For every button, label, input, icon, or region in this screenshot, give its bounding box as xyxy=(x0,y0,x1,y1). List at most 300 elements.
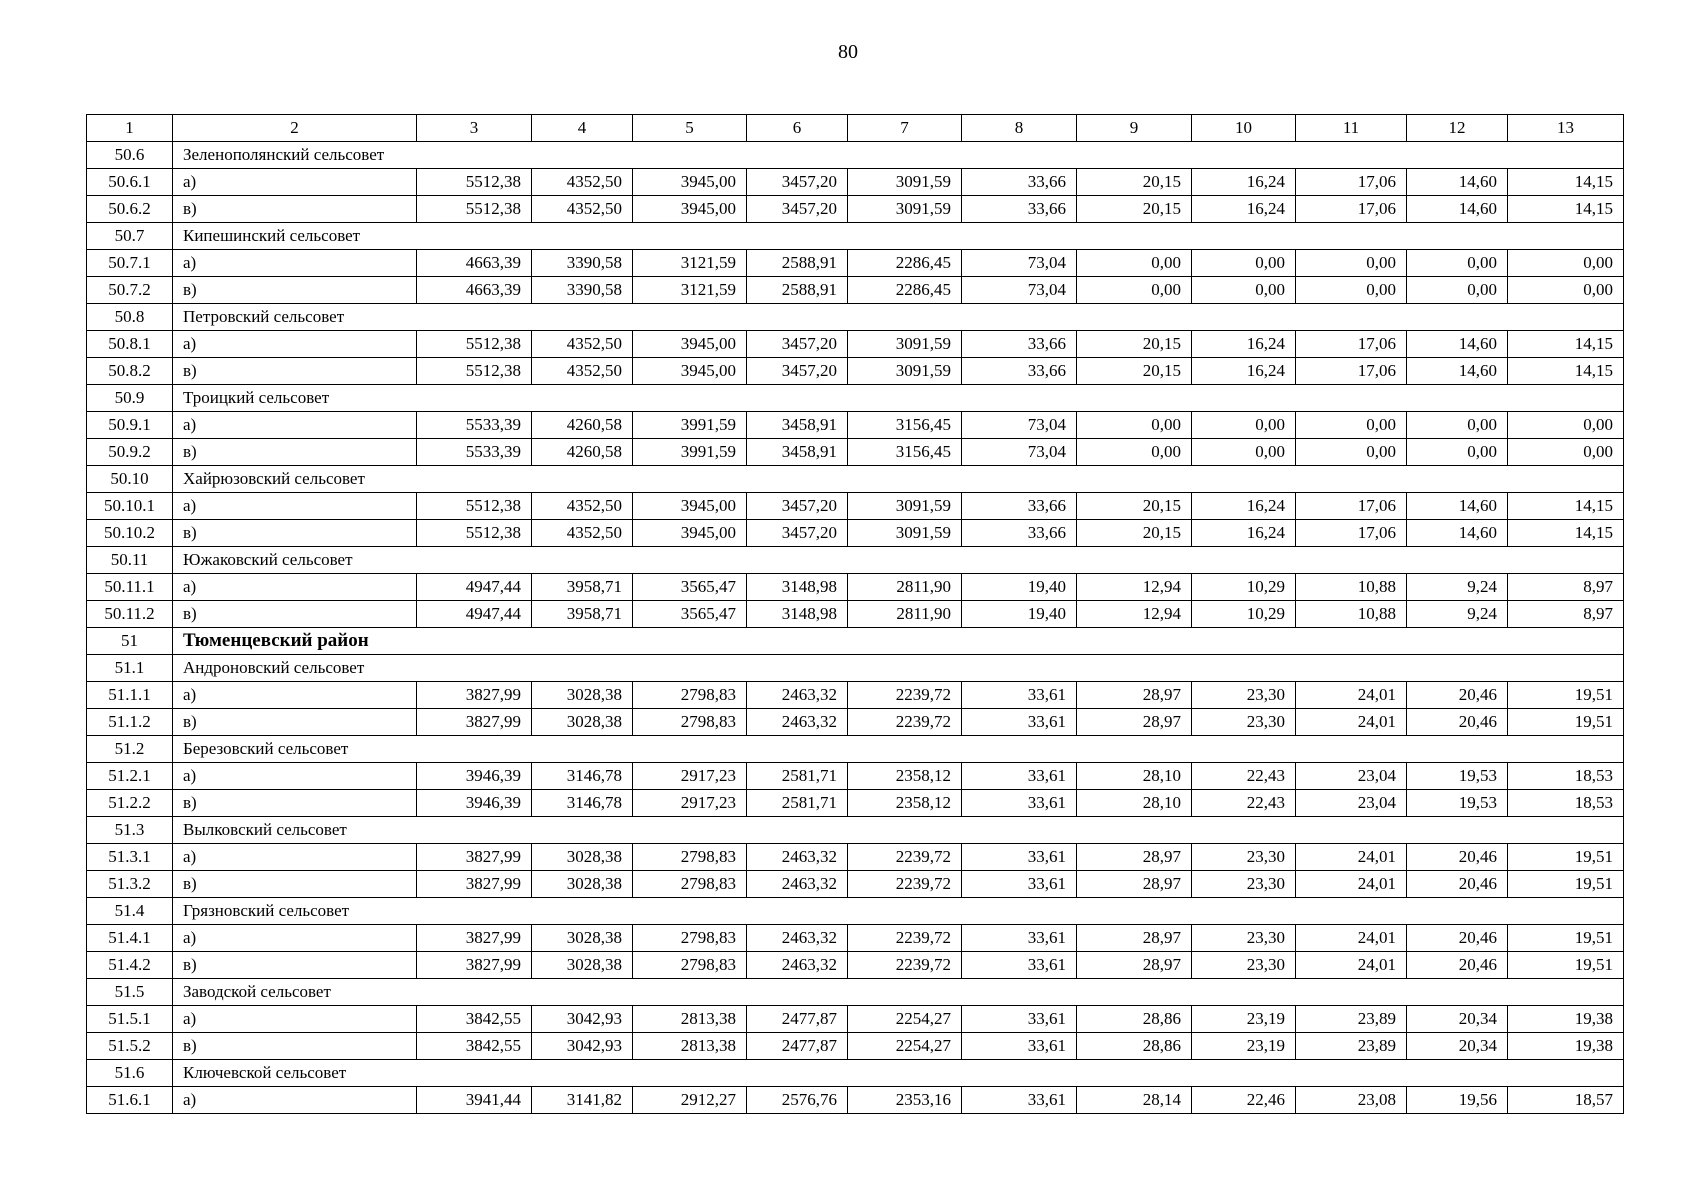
value-cell: 2811,90 xyxy=(848,601,962,628)
row-code: 50.9.1 xyxy=(87,412,173,439)
value-cell: 2477,87 xyxy=(747,1006,848,1033)
value-cell: 23,30 xyxy=(1192,925,1296,952)
value-cell: 3827,99 xyxy=(417,871,532,898)
table-row xyxy=(87,358,1624,385)
row-code: 51.1.1 xyxy=(87,682,173,709)
value-cell: 33,66 xyxy=(962,331,1077,358)
value-cell: 14,60 xyxy=(1407,196,1508,223)
value-cell: 3091,59 xyxy=(848,196,962,223)
value-cell: 3457,20 xyxy=(747,358,848,385)
value-cell: 2917,23 xyxy=(633,763,747,790)
row-label: а) xyxy=(173,250,417,277)
value-cell: 16,24 xyxy=(1192,331,1296,358)
group-row xyxy=(87,898,1624,925)
table-row xyxy=(87,682,1624,709)
row-label: а) xyxy=(173,844,417,871)
value-cell: 23,19 xyxy=(1192,1006,1296,1033)
value-cell: 3028,38 xyxy=(532,925,633,952)
group-name: Петровский сельсовет xyxy=(173,304,1624,331)
table-row xyxy=(87,1006,1624,1033)
value-cell: 23,30 xyxy=(1192,844,1296,871)
row-code: 50.11.1 xyxy=(87,574,173,601)
value-cell: 0,00 xyxy=(1508,277,1624,304)
group-name: Андроновский сельсовет xyxy=(173,655,1624,682)
district-row xyxy=(87,628,1624,655)
value-cell: 3827,99 xyxy=(417,709,532,736)
table-row xyxy=(87,169,1624,196)
value-cell: 10,29 xyxy=(1192,601,1296,628)
value-cell: 3842,55 xyxy=(417,1006,532,1033)
value-cell: 22,46 xyxy=(1192,1087,1296,1114)
value-cell: 28,97 xyxy=(1077,682,1192,709)
value-cell: 0,00 xyxy=(1296,412,1407,439)
value-cell: 28,14 xyxy=(1077,1087,1192,1114)
value-cell: 33,61 xyxy=(962,1087,1077,1114)
value-cell: 3457,20 xyxy=(747,196,848,223)
row-code: 50.6.2 xyxy=(87,196,173,223)
group-name: Заводской сельсовет xyxy=(173,979,1624,1006)
value-cell: 0,00 xyxy=(1192,277,1296,304)
value-cell: 2463,32 xyxy=(747,682,848,709)
value-cell: 2239,72 xyxy=(848,709,962,736)
value-cell: 3156,45 xyxy=(848,412,962,439)
group-name: Хайрюзовский сельсовет xyxy=(173,466,1624,493)
value-cell: 33,66 xyxy=(962,196,1077,223)
value-cell: 14,15 xyxy=(1508,196,1624,223)
value-cell: 33,66 xyxy=(962,169,1077,196)
row-code: 51.3.1 xyxy=(87,844,173,871)
value-cell: 0,00 xyxy=(1077,439,1192,466)
value-cell: 2239,72 xyxy=(848,871,962,898)
value-cell: 22,43 xyxy=(1192,763,1296,790)
value-cell: 0,00 xyxy=(1296,250,1407,277)
column-header: 6 xyxy=(747,115,848,142)
value-cell: 17,06 xyxy=(1296,358,1407,385)
value-cell: 20,15 xyxy=(1077,331,1192,358)
value-cell: 5533,39 xyxy=(417,439,532,466)
value-cell: 3148,98 xyxy=(747,574,848,601)
value-cell: 4352,50 xyxy=(532,331,633,358)
value-cell: 23,89 xyxy=(1296,1006,1407,1033)
table-row xyxy=(87,709,1624,736)
value-cell: 2798,83 xyxy=(633,871,747,898)
value-cell: 20,15 xyxy=(1077,169,1192,196)
value-cell: 28,97 xyxy=(1077,709,1192,736)
row-code: 51.4.2 xyxy=(87,952,173,979)
value-cell: 24,01 xyxy=(1296,925,1407,952)
value-cell: 10,29 xyxy=(1192,574,1296,601)
value-cell: 2358,12 xyxy=(848,790,962,817)
value-cell: 23,30 xyxy=(1192,871,1296,898)
table-body xyxy=(87,115,1624,1114)
column-header: 2 xyxy=(173,115,417,142)
group-name: Троицкий сельсовет xyxy=(173,385,1624,412)
value-cell: 3958,71 xyxy=(532,574,633,601)
value-cell: 18,57 xyxy=(1508,1087,1624,1114)
value-cell: 2286,45 xyxy=(848,250,962,277)
value-cell: 2463,32 xyxy=(747,952,848,979)
row-code: 51.5 xyxy=(87,979,173,1006)
value-cell: 3958,71 xyxy=(532,601,633,628)
row-code: 51.2.2 xyxy=(87,790,173,817)
group-row xyxy=(87,736,1624,763)
value-cell: 20,15 xyxy=(1077,520,1192,547)
value-cell: 9,24 xyxy=(1407,574,1508,601)
group-row xyxy=(87,817,1624,844)
value-cell: 18,53 xyxy=(1508,790,1624,817)
value-cell: 33,66 xyxy=(962,493,1077,520)
value-cell: 2588,91 xyxy=(747,250,848,277)
value-cell: 20,46 xyxy=(1407,952,1508,979)
value-cell: 73,04 xyxy=(962,439,1077,466)
table-row xyxy=(87,277,1624,304)
value-cell: 3457,20 xyxy=(747,331,848,358)
group-row xyxy=(87,223,1624,250)
value-cell: 3141,82 xyxy=(532,1087,633,1114)
row-code: 50.8.2 xyxy=(87,358,173,385)
group-row xyxy=(87,655,1624,682)
value-cell: 3827,99 xyxy=(417,844,532,871)
value-cell: 14,60 xyxy=(1407,331,1508,358)
value-cell: 3457,20 xyxy=(747,493,848,520)
value-cell: 19,51 xyxy=(1508,844,1624,871)
value-cell: 23,89 xyxy=(1296,1033,1407,1060)
row-code: 50.9.2 xyxy=(87,439,173,466)
table-row xyxy=(87,574,1624,601)
value-cell: 22,43 xyxy=(1192,790,1296,817)
value-cell: 17,06 xyxy=(1296,493,1407,520)
value-cell: 0,00 xyxy=(1508,439,1624,466)
column-header: 1 xyxy=(87,115,173,142)
value-cell: 4260,58 xyxy=(532,439,633,466)
value-cell: 20,46 xyxy=(1407,709,1508,736)
value-cell: 0,00 xyxy=(1407,250,1508,277)
row-code: 50.8.1 xyxy=(87,331,173,358)
row-label: в) xyxy=(173,790,417,817)
value-cell: 2581,71 xyxy=(747,790,848,817)
value-cell: 19,40 xyxy=(962,601,1077,628)
value-cell: 3458,91 xyxy=(747,412,848,439)
value-cell: 0,00 xyxy=(1296,439,1407,466)
value-cell: 17,06 xyxy=(1296,520,1407,547)
row-label: в) xyxy=(173,1033,417,1060)
value-cell: 20,46 xyxy=(1407,925,1508,952)
value-cell: 3458,91 xyxy=(747,439,848,466)
row-label: а) xyxy=(173,331,417,358)
row-code: 50.7.2 xyxy=(87,277,173,304)
table-row xyxy=(87,601,1624,628)
value-cell: 4352,50 xyxy=(532,520,633,547)
value-cell: 33,66 xyxy=(962,520,1077,547)
row-code: 51.3.2 xyxy=(87,871,173,898)
value-cell: 20,46 xyxy=(1407,844,1508,871)
row-code: 51.4 xyxy=(87,898,173,925)
row-label: в) xyxy=(173,196,417,223)
row-label: а) xyxy=(173,1087,417,1114)
value-cell: 23,04 xyxy=(1296,790,1407,817)
value-cell: 14,15 xyxy=(1508,169,1624,196)
value-cell: 3091,59 xyxy=(848,493,962,520)
value-cell: 28,86 xyxy=(1077,1033,1192,1060)
value-cell: 2798,83 xyxy=(633,682,747,709)
table-row xyxy=(87,196,1624,223)
value-cell: 3091,59 xyxy=(848,358,962,385)
value-cell: 8,97 xyxy=(1508,574,1624,601)
value-cell: 23,30 xyxy=(1192,952,1296,979)
value-cell: 2254,27 xyxy=(848,1033,962,1060)
value-cell: 28,97 xyxy=(1077,844,1192,871)
value-cell: 20,46 xyxy=(1407,682,1508,709)
table-row xyxy=(87,1087,1624,1114)
value-cell: 33,66 xyxy=(962,358,1077,385)
value-cell: 14,15 xyxy=(1508,493,1624,520)
row-code: 51.6 xyxy=(87,1060,173,1087)
value-cell: 23,30 xyxy=(1192,709,1296,736)
value-cell: 73,04 xyxy=(962,412,1077,439)
value-cell: 3946,39 xyxy=(417,790,532,817)
row-code: 50.7 xyxy=(87,223,173,250)
column-header: 9 xyxy=(1077,115,1192,142)
row-label: в) xyxy=(173,277,417,304)
value-cell: 14,15 xyxy=(1508,358,1624,385)
value-cell: 14,60 xyxy=(1407,169,1508,196)
value-cell: 2811,90 xyxy=(848,574,962,601)
table-row xyxy=(87,439,1624,466)
tariff-table xyxy=(86,114,1624,1114)
page-number: 80 xyxy=(838,41,858,63)
value-cell: 0,00 xyxy=(1077,277,1192,304)
table-row xyxy=(87,952,1624,979)
value-cell: 14,15 xyxy=(1508,520,1624,547)
row-code: 51.5.2 xyxy=(87,1033,173,1060)
row-label: в) xyxy=(173,439,417,466)
value-cell: 3827,99 xyxy=(417,682,532,709)
value-cell: 3945,00 xyxy=(633,169,747,196)
value-cell: 20,34 xyxy=(1407,1006,1508,1033)
value-cell: 2912,27 xyxy=(633,1087,747,1114)
value-cell: 2254,27 xyxy=(848,1006,962,1033)
row-code: 50.6.1 xyxy=(87,169,173,196)
value-cell: 12,94 xyxy=(1077,574,1192,601)
table-row xyxy=(87,790,1624,817)
value-cell: 20,15 xyxy=(1077,493,1192,520)
value-cell: 3945,00 xyxy=(633,493,747,520)
value-cell: 33,61 xyxy=(962,1033,1077,1060)
value-cell: 33,61 xyxy=(962,1006,1077,1033)
row-code: 50.8 xyxy=(87,304,173,331)
row-label: в) xyxy=(173,709,417,736)
column-header: 10 xyxy=(1192,115,1296,142)
value-cell: 2463,32 xyxy=(747,844,848,871)
value-cell: 23,30 xyxy=(1192,682,1296,709)
value-cell: 19,51 xyxy=(1508,709,1624,736)
value-cell: 3146,78 xyxy=(532,790,633,817)
row-label: а) xyxy=(173,574,417,601)
value-cell: 4352,50 xyxy=(532,196,633,223)
value-cell: 28,10 xyxy=(1077,790,1192,817)
value-cell: 3827,99 xyxy=(417,925,532,952)
row-label: в) xyxy=(173,358,417,385)
value-cell: 2798,83 xyxy=(633,844,747,871)
value-cell: 9,24 xyxy=(1407,601,1508,628)
value-cell: 3091,59 xyxy=(848,331,962,358)
value-cell: 3827,99 xyxy=(417,952,532,979)
value-cell: 3390,58 xyxy=(532,250,633,277)
value-cell: 0,00 xyxy=(1192,412,1296,439)
group-name: Зеленополянский сельсовет xyxy=(173,142,1624,169)
row-label: а) xyxy=(173,169,417,196)
value-cell: 20,15 xyxy=(1077,196,1192,223)
value-cell: 10,88 xyxy=(1296,574,1407,601)
group-name: Вылковский сельсовет xyxy=(173,817,1624,844)
value-cell: 28,86 xyxy=(1077,1006,1192,1033)
value-cell: 73,04 xyxy=(962,277,1077,304)
value-cell: 3121,59 xyxy=(633,277,747,304)
row-code: 51.1.2 xyxy=(87,709,173,736)
value-cell: 2813,38 xyxy=(633,1006,747,1033)
column-header: 12 xyxy=(1407,115,1508,142)
value-cell: 0,00 xyxy=(1192,439,1296,466)
row-code: 50.11.2 xyxy=(87,601,173,628)
value-cell: 3991,59 xyxy=(633,412,747,439)
group-row xyxy=(87,547,1624,574)
value-cell: 19,38 xyxy=(1508,1033,1624,1060)
value-cell: 18,53 xyxy=(1508,763,1624,790)
value-cell: 2798,83 xyxy=(633,952,747,979)
value-cell: 19,51 xyxy=(1508,925,1624,952)
group-name: Ключевской сельсовет xyxy=(173,1060,1624,1087)
row-label: а) xyxy=(173,412,417,439)
value-cell: 0,00 xyxy=(1407,412,1508,439)
value-cell: 24,01 xyxy=(1296,871,1407,898)
value-cell: 2917,23 xyxy=(633,790,747,817)
table-row xyxy=(87,412,1624,439)
group-row xyxy=(87,1060,1624,1087)
table-row xyxy=(87,493,1624,520)
value-cell: 24,01 xyxy=(1296,709,1407,736)
group-row xyxy=(87,385,1624,412)
value-cell: 33,61 xyxy=(962,844,1077,871)
value-cell: 33,61 xyxy=(962,871,1077,898)
value-cell: 0,00 xyxy=(1407,277,1508,304)
row-label: а) xyxy=(173,763,417,790)
value-cell: 14,60 xyxy=(1407,358,1508,385)
group-row xyxy=(87,979,1624,1006)
value-cell: 3565,47 xyxy=(633,601,747,628)
value-cell: 3028,38 xyxy=(532,682,633,709)
value-cell: 2463,32 xyxy=(747,709,848,736)
value-cell: 4260,58 xyxy=(532,412,633,439)
value-cell: 4352,50 xyxy=(532,358,633,385)
row-code: 50.10 xyxy=(87,466,173,493)
value-cell: 23,08 xyxy=(1296,1087,1407,1114)
row-code: 51.6.1 xyxy=(87,1087,173,1114)
value-cell: 16,24 xyxy=(1192,520,1296,547)
value-cell: 3042,93 xyxy=(532,1033,633,1060)
value-cell: 3156,45 xyxy=(848,439,962,466)
value-cell: 24,01 xyxy=(1296,682,1407,709)
table-row xyxy=(87,520,1624,547)
value-cell: 0,00 xyxy=(1077,412,1192,439)
value-cell: 0,00 xyxy=(1296,277,1407,304)
value-cell: 20,46 xyxy=(1407,871,1508,898)
value-cell: 14,60 xyxy=(1407,493,1508,520)
value-cell: 5512,38 xyxy=(417,520,532,547)
value-cell: 3945,00 xyxy=(633,520,747,547)
value-cell: 17,06 xyxy=(1296,169,1407,196)
value-cell: 3148,98 xyxy=(747,601,848,628)
value-cell: 5512,38 xyxy=(417,331,532,358)
value-cell: 28,10 xyxy=(1077,763,1192,790)
value-cell: 20,15 xyxy=(1077,358,1192,385)
value-cell: 19,56 xyxy=(1407,1087,1508,1114)
value-cell: 16,24 xyxy=(1192,169,1296,196)
row-label: а) xyxy=(173,682,417,709)
row-label: а) xyxy=(173,925,417,952)
group-row xyxy=(87,304,1624,331)
value-cell: 20,34 xyxy=(1407,1033,1508,1060)
value-cell: 28,97 xyxy=(1077,871,1192,898)
group-name: Березовский сельсовет xyxy=(173,736,1624,763)
value-cell: 19,40 xyxy=(962,574,1077,601)
value-cell: 2353,16 xyxy=(848,1087,962,1114)
row-code: 51.4.1 xyxy=(87,925,173,952)
value-cell: 3390,58 xyxy=(532,277,633,304)
value-cell: 3146,78 xyxy=(532,763,633,790)
value-cell: 4663,39 xyxy=(417,277,532,304)
value-cell: 2798,83 xyxy=(633,925,747,952)
value-cell: 19,51 xyxy=(1508,682,1624,709)
value-cell: 3946,39 xyxy=(417,763,532,790)
table-row xyxy=(87,871,1624,898)
table-row xyxy=(87,331,1624,358)
column-header: 3 xyxy=(417,115,532,142)
value-cell: 10,88 xyxy=(1296,601,1407,628)
column-header: 13 xyxy=(1508,115,1624,142)
value-cell: 5512,38 xyxy=(417,493,532,520)
row-code: 51.1 xyxy=(87,655,173,682)
value-cell: 19,53 xyxy=(1407,790,1508,817)
value-cell: 5533,39 xyxy=(417,412,532,439)
table-row xyxy=(87,1033,1624,1060)
value-cell: 3991,59 xyxy=(633,439,747,466)
value-cell: 3945,00 xyxy=(633,358,747,385)
value-cell: 33,61 xyxy=(962,763,1077,790)
value-cell: 0,00 xyxy=(1508,250,1624,277)
value-cell: 24,01 xyxy=(1296,952,1407,979)
row-code: 50.6 xyxy=(87,142,173,169)
value-cell: 33,61 xyxy=(962,709,1077,736)
value-cell: 73,04 xyxy=(962,250,1077,277)
value-cell: 2463,32 xyxy=(747,871,848,898)
value-cell: 19,53 xyxy=(1407,763,1508,790)
value-cell: 2581,71 xyxy=(747,763,848,790)
value-cell: 2576,76 xyxy=(747,1087,848,1114)
value-cell: 2239,72 xyxy=(848,952,962,979)
value-cell: 3028,38 xyxy=(532,844,633,871)
value-cell: 4663,39 xyxy=(417,250,532,277)
value-cell: 16,24 xyxy=(1192,358,1296,385)
value-cell: 2463,32 xyxy=(747,925,848,952)
group-row xyxy=(87,466,1624,493)
value-cell: 0,00 xyxy=(1407,439,1508,466)
value-cell: 17,06 xyxy=(1296,331,1407,358)
value-cell: 12,94 xyxy=(1077,601,1192,628)
value-cell: 3457,20 xyxy=(747,520,848,547)
row-code: 51.5.1 xyxy=(87,1006,173,1033)
value-cell: 5512,38 xyxy=(417,196,532,223)
column-header: 5 xyxy=(633,115,747,142)
